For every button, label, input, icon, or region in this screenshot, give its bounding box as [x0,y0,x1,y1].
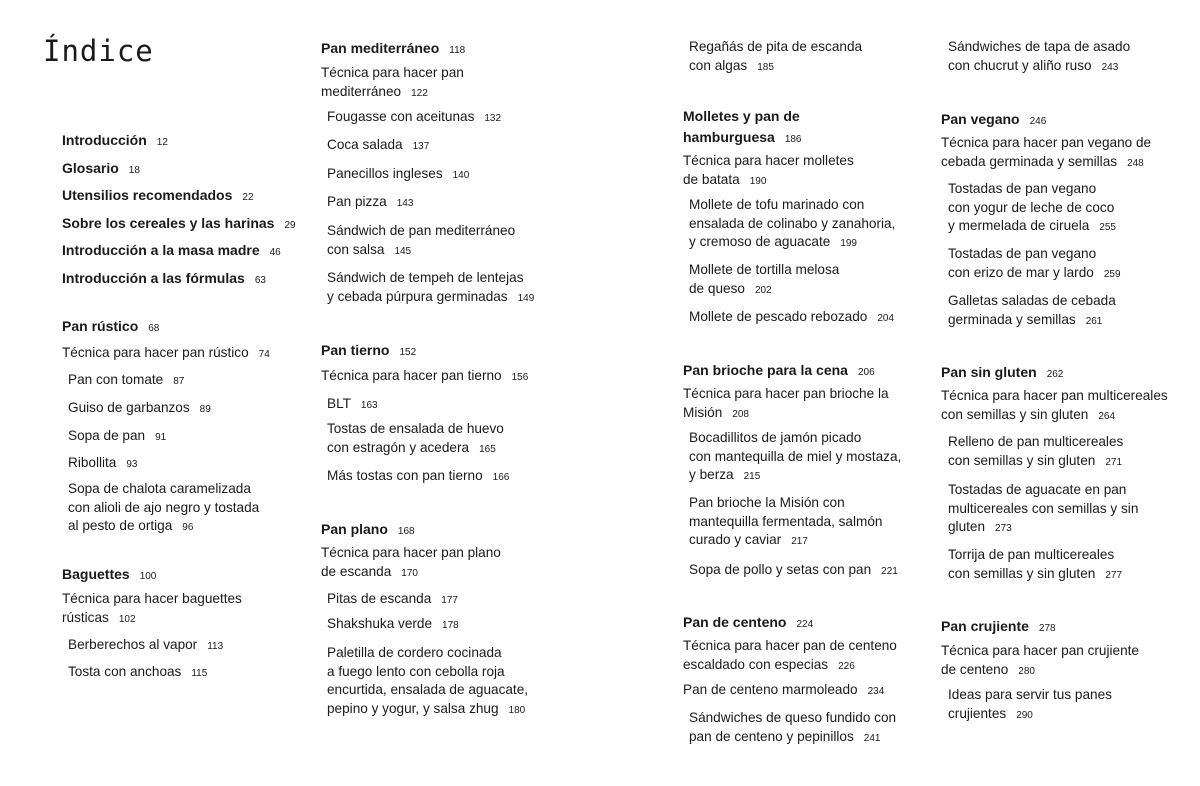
page-number: 137 [412,141,430,152]
page-number: 100 [139,571,157,582]
toc-entry-title: Pan crujiente [941,618,1029,634]
page-number: 68 [148,323,160,334]
page-number: 166 [492,472,510,483]
toc-entry-title: Pan tierno [321,342,390,358]
toc-entry-title: Pan mediterráneo [321,40,440,56]
toc-entry-title: Tostas de ensalada de huevo [327,421,504,436]
toc-entry-title: multicereales con semillas y sin [948,500,1139,516]
toc-section [62,158,140,182]
page-number: 145 [394,245,412,257]
toc-entry-title: Sándwich de tempeh de lentejas [327,270,524,285]
page-number: 177 [441,595,458,606]
toc-entry-title: Galletas saladas de cebada [948,293,1116,308]
page-number: 204 [877,313,895,324]
page-number: 102 [118,613,136,625]
toc-entry-title: Utensilios recomendados [62,187,233,203]
page-number: 118 [449,45,466,56]
page-number: 243 [1101,61,1119,73]
toc-entry-title: Pan de centeno [683,614,787,630]
page-number: 29 [284,220,296,231]
toc-entry-title: Ideas para servir tus panes [948,687,1112,702]
page-number: 143 [396,198,414,209]
toc-entry-title: Técnica para hacer pan vegano de [941,135,1152,150]
toc-entry-title: Pan con tomate [68,372,164,387]
toc-entry-title: Sándwiches de queso fundido con [689,710,897,725]
toc-entry-title: Técnica para hacer baguettes [62,591,242,606]
toc-entry [321,367,528,388]
toc-entry-title: Pan rústico [62,318,139,334]
toc-entry-title: Tostadas de aguacate en pan [948,482,1127,497]
page-title: Índice [43,34,154,68]
page-number: 255 [1099,222,1116,233]
toc-section [941,109,1046,133]
toc-entry-title: Técnica para hacer pan tierno [321,368,502,383]
toc-entry-title: BLT [327,396,351,411]
page-number: 290 [1016,709,1033,721]
page-number: 261 [1085,315,1103,327]
page-number: 206 [857,367,875,378]
page-number: 202 [754,284,772,296]
toc-entry-title: Pan de centeno marmoleado [683,682,858,697]
toc-section [62,268,266,292]
page-number: 208 [732,408,749,420]
toc-entry-title: Torrija de pan multicereales [948,547,1115,562]
page-number: 163 [360,400,378,411]
page-number: 234 [867,686,885,697]
toc-section [683,612,813,636]
toc-entry [948,433,1123,472]
page-number: 241 [863,732,881,744]
page-number: 168 [397,526,415,537]
toc-entry-title: Panecillos ingleses [327,166,443,181]
toc-entry-title: crujientes [948,705,1007,721]
page-number: 74 [258,349,270,360]
page-number: 277 [1105,569,1123,581]
toc-entry [327,590,458,611]
toc-entry [68,371,184,392]
toc-entry-title: Introducción a la masa madre [62,242,260,258]
toc-entry-title: pan de centeno y pepinillos [689,728,854,744]
toc-section [321,38,465,62]
toc-entry-title: Sopa de pan [68,428,146,443]
toc-entry-title: con mantequilla de miel y mostaza, [689,448,902,464]
toc-entry-title: Más tostas con pan tierno [327,468,483,483]
toc-entry [683,385,889,424]
toc-entry [948,245,1121,284]
toc-entry-title: Sopa de pollo y setas con pan [689,562,872,577]
toc-entry-title: con semillas y sin gluten [948,452,1096,468]
page-number: 122 [411,87,428,99]
toc-entry [941,642,1139,681]
toc-entry [62,590,242,629]
toc-entry [689,308,894,329]
toc-entry [327,165,469,186]
page-number: 280 [1018,665,1035,677]
page-number: 115 [191,668,208,679]
toc-section [62,130,168,154]
page-number: 246 [1029,116,1047,127]
toc-entry-title: gluten [948,519,986,534]
toc-entry-title: Mollete de tofu marinado con [689,197,865,212]
toc-entry-title: Sopa de chalota caramelizada [68,481,251,496]
toc-entry-title: curado y caviar [689,532,782,547]
toc-entry-title: con alioli de ajo negro y tostada [68,499,260,515]
page-number: 63 [254,275,266,286]
toc-section [62,213,296,237]
toc-entry-title: Glosario [62,160,119,176]
toc-entry-title: de batata [683,171,740,187]
toc-entry-title: Berberechos al vapor [68,637,198,652]
page-number: 93 [126,459,138,470]
page-number: 149 [517,292,535,304]
toc-section [321,340,416,364]
toc-entry [683,637,897,676]
toc-entry-title: Molletes y pan de [683,108,800,124]
toc-entry-title: Técnica para hacer pan plano [321,545,501,560]
toc-entry-title: Bocadillitos de jamón picado [689,430,862,445]
toc-entry-title: y cremoso de aguacate [689,234,831,249]
toc-entry [689,196,895,254]
toc-entry-title: Técnica para hacer pan brioche la [683,386,889,401]
toc-entry-title: con semillas y sin gluten [941,406,1089,422]
toc-entry [327,108,501,129]
page-number: 156 [511,372,529,383]
toc-entry [68,427,166,448]
toc-entry [948,38,1130,77]
toc-entry [948,180,1116,238]
toc-entry-title: Pitas de escanda [327,591,432,606]
toc-entry [689,561,898,582]
toc-section [683,360,875,384]
toc-entry-title: Shakshuka verde [327,616,433,631]
toc-entry-title: Ribollita [68,455,117,470]
toc-entry-title: con semillas y sin gluten [948,565,1096,581]
toc-entry-title: Guiso de garbanzos [68,400,190,415]
toc-entry-title: pepino y yogur, y salsa zhug [327,700,499,716]
page-number: 89 [199,404,211,415]
toc-entry-title: Técnica para hacer molletes [683,153,854,168]
toc-entry [689,709,896,748]
page-number: 259 [1103,268,1121,280]
toc-entry [689,261,839,300]
toc-entry-title: Pan vegano [941,111,1020,127]
toc-entry [327,615,459,636]
toc-entry-title: con algas [689,57,748,73]
toc-entry-title: Sándwich de pan mediterráneo [327,223,516,238]
toc-entry-title: encurtida, ensalada de aguacate, [327,682,529,697]
page-number: 190 [749,175,767,187]
toc-entry [327,420,504,459]
page-number: 224 [796,619,814,630]
toc-entry-title: y cebada púrpura germinadas [327,288,508,304]
toc-entry [327,222,515,261]
toc-entry [327,193,413,214]
toc-entry-title: Paletilla de cordero cocinada [327,645,502,660]
toc-entry-title: Pan brioche para la cena [683,362,848,378]
toc-entry [321,64,464,103]
toc-section [62,240,281,264]
toc-entry-title: al pesto de ortiga [68,518,173,533]
toc-entry [948,292,1116,331]
toc-entry-title: Introducción [62,132,147,148]
toc-entry-title: Técnica para hacer pan rústico [62,345,249,360]
page-number: 87 [173,376,185,387]
toc-entry [327,395,378,416]
toc-entry [68,399,211,420]
toc-entry-title: Mollete de pescado rebozado [689,309,868,324]
toc-entry-title: y berza [689,467,734,482]
toc-entry-title: de centeno [941,661,1009,677]
toc-entry [948,686,1112,725]
toc-entry-title: y mermelada de ciruela [948,218,1090,233]
page-number: 152 [399,347,417,358]
page-number: 180 [508,704,526,716]
toc-entry [941,387,1168,426]
toc-entry [683,681,884,702]
toc-entry-title: escaldado con especias [683,656,829,672]
toc-section [62,185,254,209]
toc-entry-title: ensalada de colinabo y zanahoria, [689,215,896,231]
toc-entry [62,344,270,365]
toc-entry-title: Tostadas de pan vegano [948,246,1097,261]
toc-section [62,564,156,588]
page-number: 96 [182,522,194,533]
toc-entry [327,136,429,157]
toc-entry-title: Técnica para hacer pan crujiente [941,643,1139,658]
toc-entry-title: germinada y semillas [948,311,1076,327]
toc-entry-title: Técnica para hacer pan multicereales [941,388,1168,403]
page-number: 217 [791,536,808,547]
toc-entry-title: Pan sin gluten [941,364,1037,380]
page-number: 264 [1098,410,1116,422]
toc-entry [689,429,901,487]
toc-section [321,519,415,543]
toc-entry-title: Técnica para hacer pan [321,65,464,80]
toc-entry [689,38,862,77]
toc-entry [68,663,207,684]
toc-entry-title: Tostadas de pan vegano [948,181,1097,196]
toc-entry-title: Tosta con anchoas [68,664,182,679]
toc-entry-title: cebada germinada y semillas [941,153,1118,169]
page-number: 186 [784,133,802,145]
page-number: 170 [401,567,418,579]
toc-entry-title: con chucrut y aliño ruso [948,57,1092,73]
toc-entry-title: Mollete de tortilla melosa [689,262,840,277]
page-number: 113 [207,641,224,652]
page-number: 221 [881,566,898,577]
page-number: 215 [743,471,761,482]
toc-entry-title: Coca salada [327,137,403,152]
page-number: 178 [442,620,459,631]
page-number: 226 [838,660,855,672]
toc-entry-title: Técnica para hacer pan de centeno [683,638,897,653]
toc-entry-title: hamburguesa [683,128,775,145]
toc-section [941,616,1056,640]
toc-entry-title: Sobre los cereales y las harinas [62,215,275,231]
page-number: 91 [155,432,167,443]
toc-section [683,106,802,150]
toc-entry [321,544,501,583]
toc-entry-title: Pan plano [321,521,388,537]
page-number: 140 [452,170,470,181]
toc-entry-title: Misión [683,404,723,420]
toc-section [62,316,159,340]
page-number: 273 [995,523,1012,534]
toc-entry-title: con yogur de leche de coco [948,199,1115,215]
toc-entry-title: Fougasse con aceitunas [327,109,475,124]
toc-entry-title: Regañás de pita de escanda [689,39,863,54]
page-number: 165 [479,443,496,455]
page-number: 271 [1105,456,1123,468]
toc-entry-title: a fuego lento con cebolla roja [327,663,505,679]
page-number: 18 [128,165,140,176]
toc-entry [68,454,137,475]
page-number: 278 [1038,623,1056,634]
toc-entry [948,546,1122,585]
toc-entry-title: Relleno de pan multicereales [948,434,1124,449]
toc-entry-title: Baguettes [62,566,130,582]
toc-entry [941,134,1151,173]
toc-entry-title: con erizo de mar y lardo [948,264,1094,280]
toc-entry [327,644,528,720]
toc-entry [683,152,854,191]
toc-entry-title: Pan brioche la Misión con [689,495,845,510]
toc-entry [948,481,1138,539]
toc-entry-title: de escanda [321,563,392,579]
page-number: 46 [269,247,281,258]
toc-entry-title: mediterráneo [321,83,402,99]
toc-entry [68,636,223,657]
page-number: 12 [156,137,168,148]
toc-entry-title: con estragón y acedera [327,439,470,455]
page-number: 132 [484,113,502,124]
page-number: 199 [840,238,857,249]
toc-entry-title: de queso [689,280,745,296]
toc-entry [327,269,534,308]
page-number: 262 [1046,369,1064,380]
page-number: 185 [757,61,774,73]
toc-entry [689,494,882,552]
toc-section [941,362,1063,386]
toc-entry [327,467,509,488]
toc-entry-title: mantequilla fermentada, salmón [689,513,883,529]
toc-entry-title: Sándwiches de tapa de asado [948,39,1131,54]
toc-entry-title: Introducción a las fórmulas [62,270,245,286]
toc-entry-title: Pan pizza [327,194,387,209]
toc-entry-title: rústicas [62,609,109,625]
toc-entry-title: con salsa [327,241,385,257]
page-number: 22 [242,192,254,203]
toc-entry [68,480,259,538]
page-number: 248 [1127,157,1144,169]
